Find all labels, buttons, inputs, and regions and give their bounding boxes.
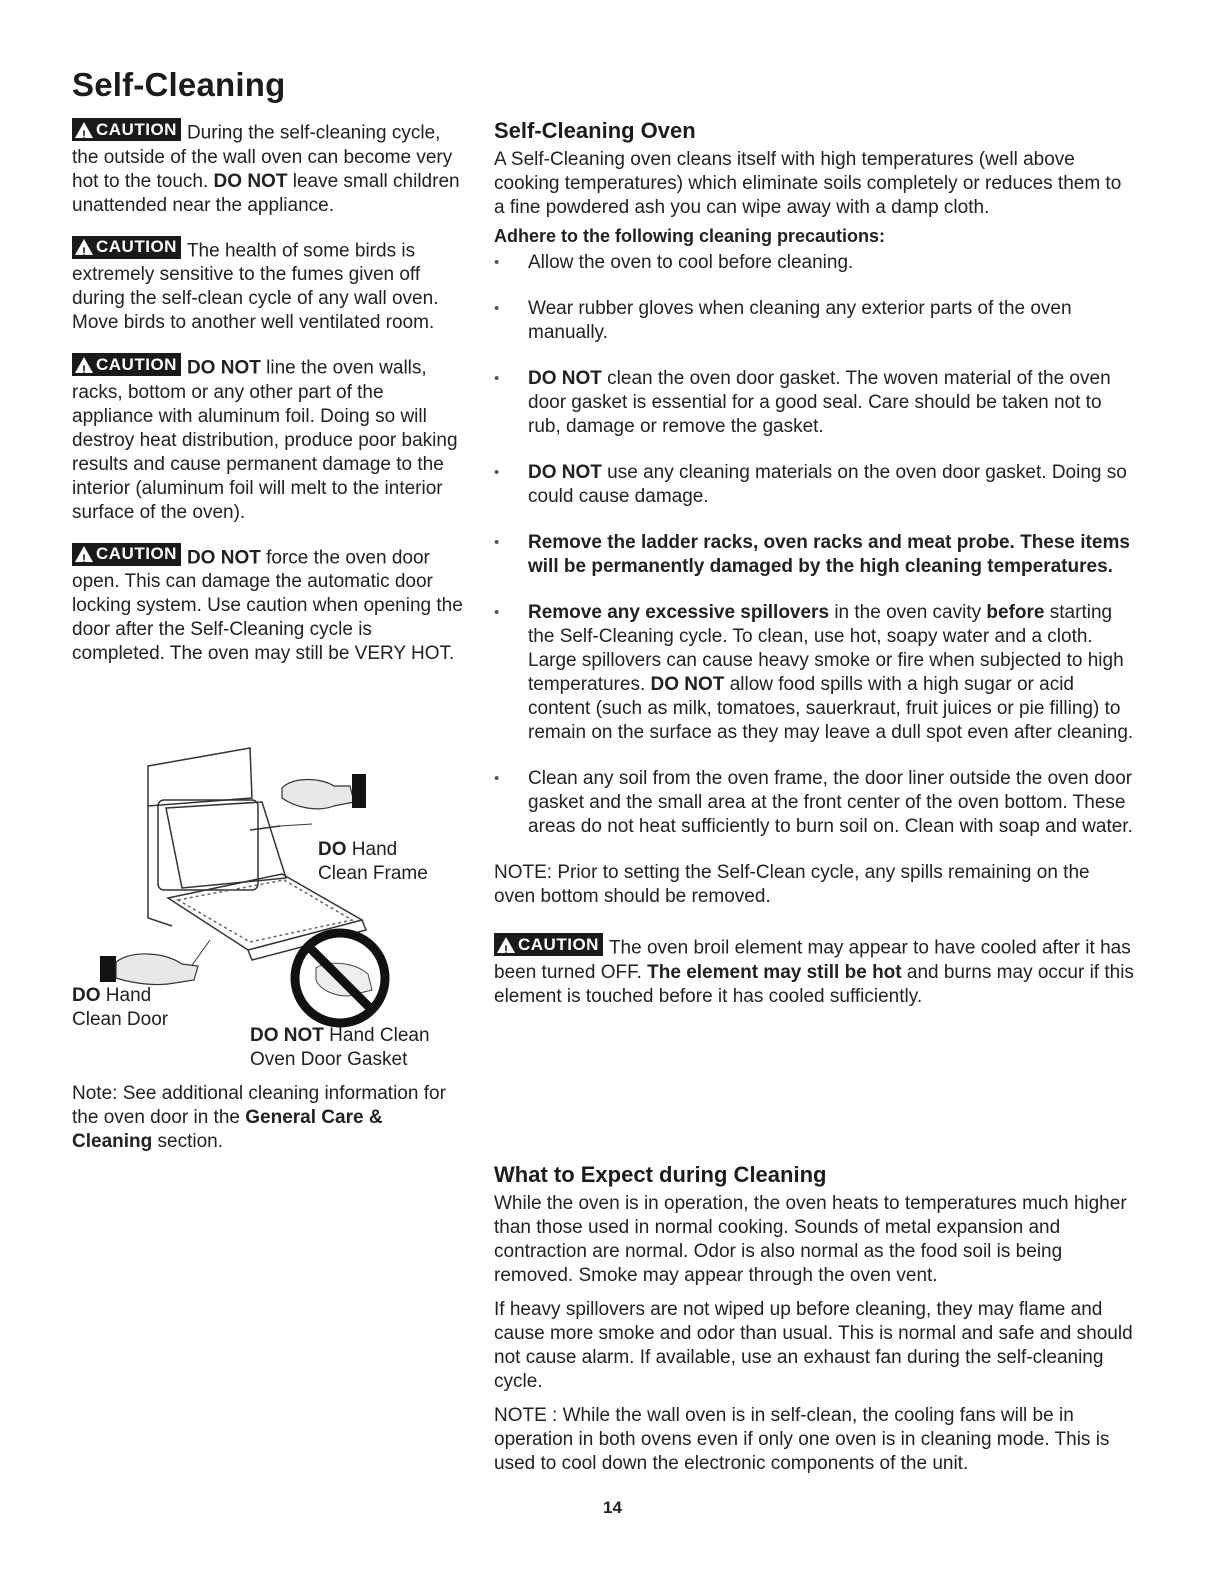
intro-paragraph: A Self-Cleaning oven cleans itself with high temperatures (well above cooking temperatures) which eliminate soils completely or reduces them to a fine powdered ash you can wipe away with a damp cloth. <box>494 149 1122 218</box>
caution-text: leave small children unattended near the appliance. <box>72 170 460 216</box>
emphasis: DO NOT <box>186 547 261 568</box>
section-title: Self-Cleaning Oven <box>494 118 696 143</box>
note-text: section. <box>157 1131 223 1152</box>
paragraph: While the oven is in operation, the oven heats to temperatures much higher than those used in normal cooking. Sounds of metal expansion and contraction are normal. Odor is also normal as the food soil is being removed. Smoke may appear through the oven vent. <box>494 1193 1127 1286</box>
door-pointer <box>190 940 210 968</box>
door-label <box>72 984 168 1032</box>
warning-triangle-icon <box>75 357 93 373</box>
emphasis: DO <box>72 985 101 1006</box>
warning-triangle-icon <box>75 239 93 255</box>
list-item: • Wear rubber gloves when cleaning any exterior parts of the oven manually. <box>494 297 1134 345</box>
caution-badge <box>72 353 181 376</box>
item-text: in the oven cavity <box>834 602 982 623</box>
note-paragraph: NOTE: Prior to setting the Self-Clean cycle, any spills remaining on the oven bottom should be removed. <box>494 862 1090 907</box>
caution-badge <box>72 543 181 566</box>
caution-badge <box>72 236 181 259</box>
section-title: What to Expect during Cleaning <box>494 1162 827 1187</box>
gasket-label <box>250 1024 430 1072</box>
emphasis: Remove any excessive spillovers <box>528 602 830 623</box>
precautions-heading: Adhere to the following cleaning precautions: <box>494 226 886 246</box>
label-text: Oven Door Gasket <box>250 1049 408 1070</box>
prohibited-icon <box>295 933 385 1023</box>
page-title: Self-Cleaning <box>72 66 286 103</box>
item-text: clean the oven door gasket. The woven material of the oven door gasket is essential for a good seal. Care should be taken not to rub, damage or remove the gasket. <box>528 368 1111 437</box>
caution-label: CAUTION <box>96 544 177 563</box>
caution-badge <box>72 118 181 141</box>
emphasis: DO NOT <box>528 462 602 483</box>
left-column <box>72 118 467 1152</box>
caution-hot-exterior <box>72 118 467 218</box>
caution-label: CAUTION <box>96 237 177 256</box>
caution-text: The oven broil element may appear to have cooled after it has been turned OFF. <box>494 937 1131 983</box>
item-text: use any cleaning materials on the oven door gasket. Doing so could cause damage. <box>528 462 1127 507</box>
caution-label: CAUTION <box>96 354 177 374</box>
label-text: Clean Frame <box>318 863 428 884</box>
item-text: allow food spills with a high sugar or acid content (such as milk, tomatoes, sauerkraut, fruit juices or pie filling) to remain on the surface as they may leave a dull spot even after cleaning. <box>528 674 1134 743</box>
warning-triangle-icon <box>75 546 93 562</box>
figure-note <box>72 1082 452 1154</box>
list-item <box>494 531 1134 579</box>
label-text: Hand <box>351 839 398 860</box>
emphasis: before <box>986 602 1045 623</box>
caution-label: CAUTION <box>96 119 177 139</box>
right-column <box>494 118 1134 1009</box>
frame-pointer <box>250 826 280 830</box>
label-text: Hand Clean <box>329 1025 430 1046</box>
oven-cleaning-illustration <box>72 728 472 1152</box>
emphasis: The element may still be hot <box>647 961 902 983</box>
oven-cavity-back <box>166 802 286 888</box>
page-number: 14 <box>603 1498 622 1517</box>
caution-text: line the oven walls, racks, bottom or any other part of the appliance with aluminum foil. Doing so will destroy heat distribution, produce poor baking results and cause permanent damage to the interior (aluminum foil will melt to the interior surface of the oven). <box>72 357 458 523</box>
emphasis: DO NOT <box>250 1025 324 1046</box>
oven-left-side <box>148 806 172 926</box>
note-text: Note: See additional cleaning information for the oven door in the <box>72 1083 446 1128</box>
caution-text: The health of some birds is extremely sensitive to the fumes given off during the self-clean cycle of any wall oven. Move birds to another well ventilated room. <box>72 240 439 333</box>
frame-label <box>318 838 428 886</box>
hand-frame-icon <box>282 774 366 809</box>
label-text: Hand <box>105 985 152 1006</box>
caution-broil <box>494 933 1134 1009</box>
emphasis: Remove the ladder racks, oven racks and meat probe. These items will be permanently damaged by the high cleaning temperatures. <box>528 532 1130 577</box>
emphasis: General Care & Cleaning <box>72 1107 383 1152</box>
precautions-list <box>494 251 1134 839</box>
list-item <box>494 601 1134 745</box>
caution-text: During the self-cleaning cycle, the outside of the wall oven can become very hot to the touch. <box>72 122 453 192</box>
caution-birds <box>72 236 467 336</box>
list-item: • Clean any soil from the oven frame, the door liner outside the oven door gasket and the small area at the front center of the oven bottom. These areas do not heat sufficiently to burn soil on. Clean with soap and water. <box>494 767 1134 839</box>
caution-badge <box>494 933 603 956</box>
list-item <box>494 367 1134 439</box>
caution-label: CAUTION <box>518 934 599 954</box>
emphasis: DO NOT <box>186 357 261 379</box>
emphasis: DO NOT <box>213 170 288 192</box>
warning-triangle-icon <box>75 122 93 138</box>
warning-triangle-icon <box>497 937 515 953</box>
caution-door <box>72 543 467 667</box>
emphasis: DO NOT <box>528 368 602 389</box>
emphasis: DO <box>318 839 347 860</box>
item-text: starting the Self-Cleaning cycle. To clean, use hot, soapy water and a cloth. Large spillovers can cause heavy smoke or fire when subjected to high temperatures. <box>528 602 1124 695</box>
caution-text: and burns may occur if this element is touched before it has cooled sufficiently. <box>494 961 1134 1007</box>
paragraph: If heavy spillovers are not wiped up before cleaning, they may flame and cause more smoke and odor than usual. This is normal and safe and should not cause alarm. If available, use an exhaust fan during the self-cleaning cycle. <box>494 1299 1133 1392</box>
caution-text: force the oven door open. This can damage the automatic door locking system. Use caution when opening the door after the Self-Cleaning cycle is completed. The oven may still be VERY HOT. <box>72 547 463 664</box>
list-item <box>494 461 1134 509</box>
paragraph: NOTE : While the wall oven is in self-clean, the cooling fans will be in operation in both ovens even if only one oven is in cleaning mode. This is used to cool down the electronic components of the unit. <box>494 1405 1110 1474</box>
oven-top-panel <box>148 748 252 806</box>
label-text: Clean Door <box>72 1009 169 1030</box>
hand-door-icon <box>100 954 198 985</box>
emphasis: DO NOT <box>650 674 725 695</box>
list-item: • Allow the oven to cool before cleaning. <box>494 251 1134 275</box>
what-to-expect-section <box>494 1162 1134 1486</box>
caution-foil <box>72 353 467 525</box>
